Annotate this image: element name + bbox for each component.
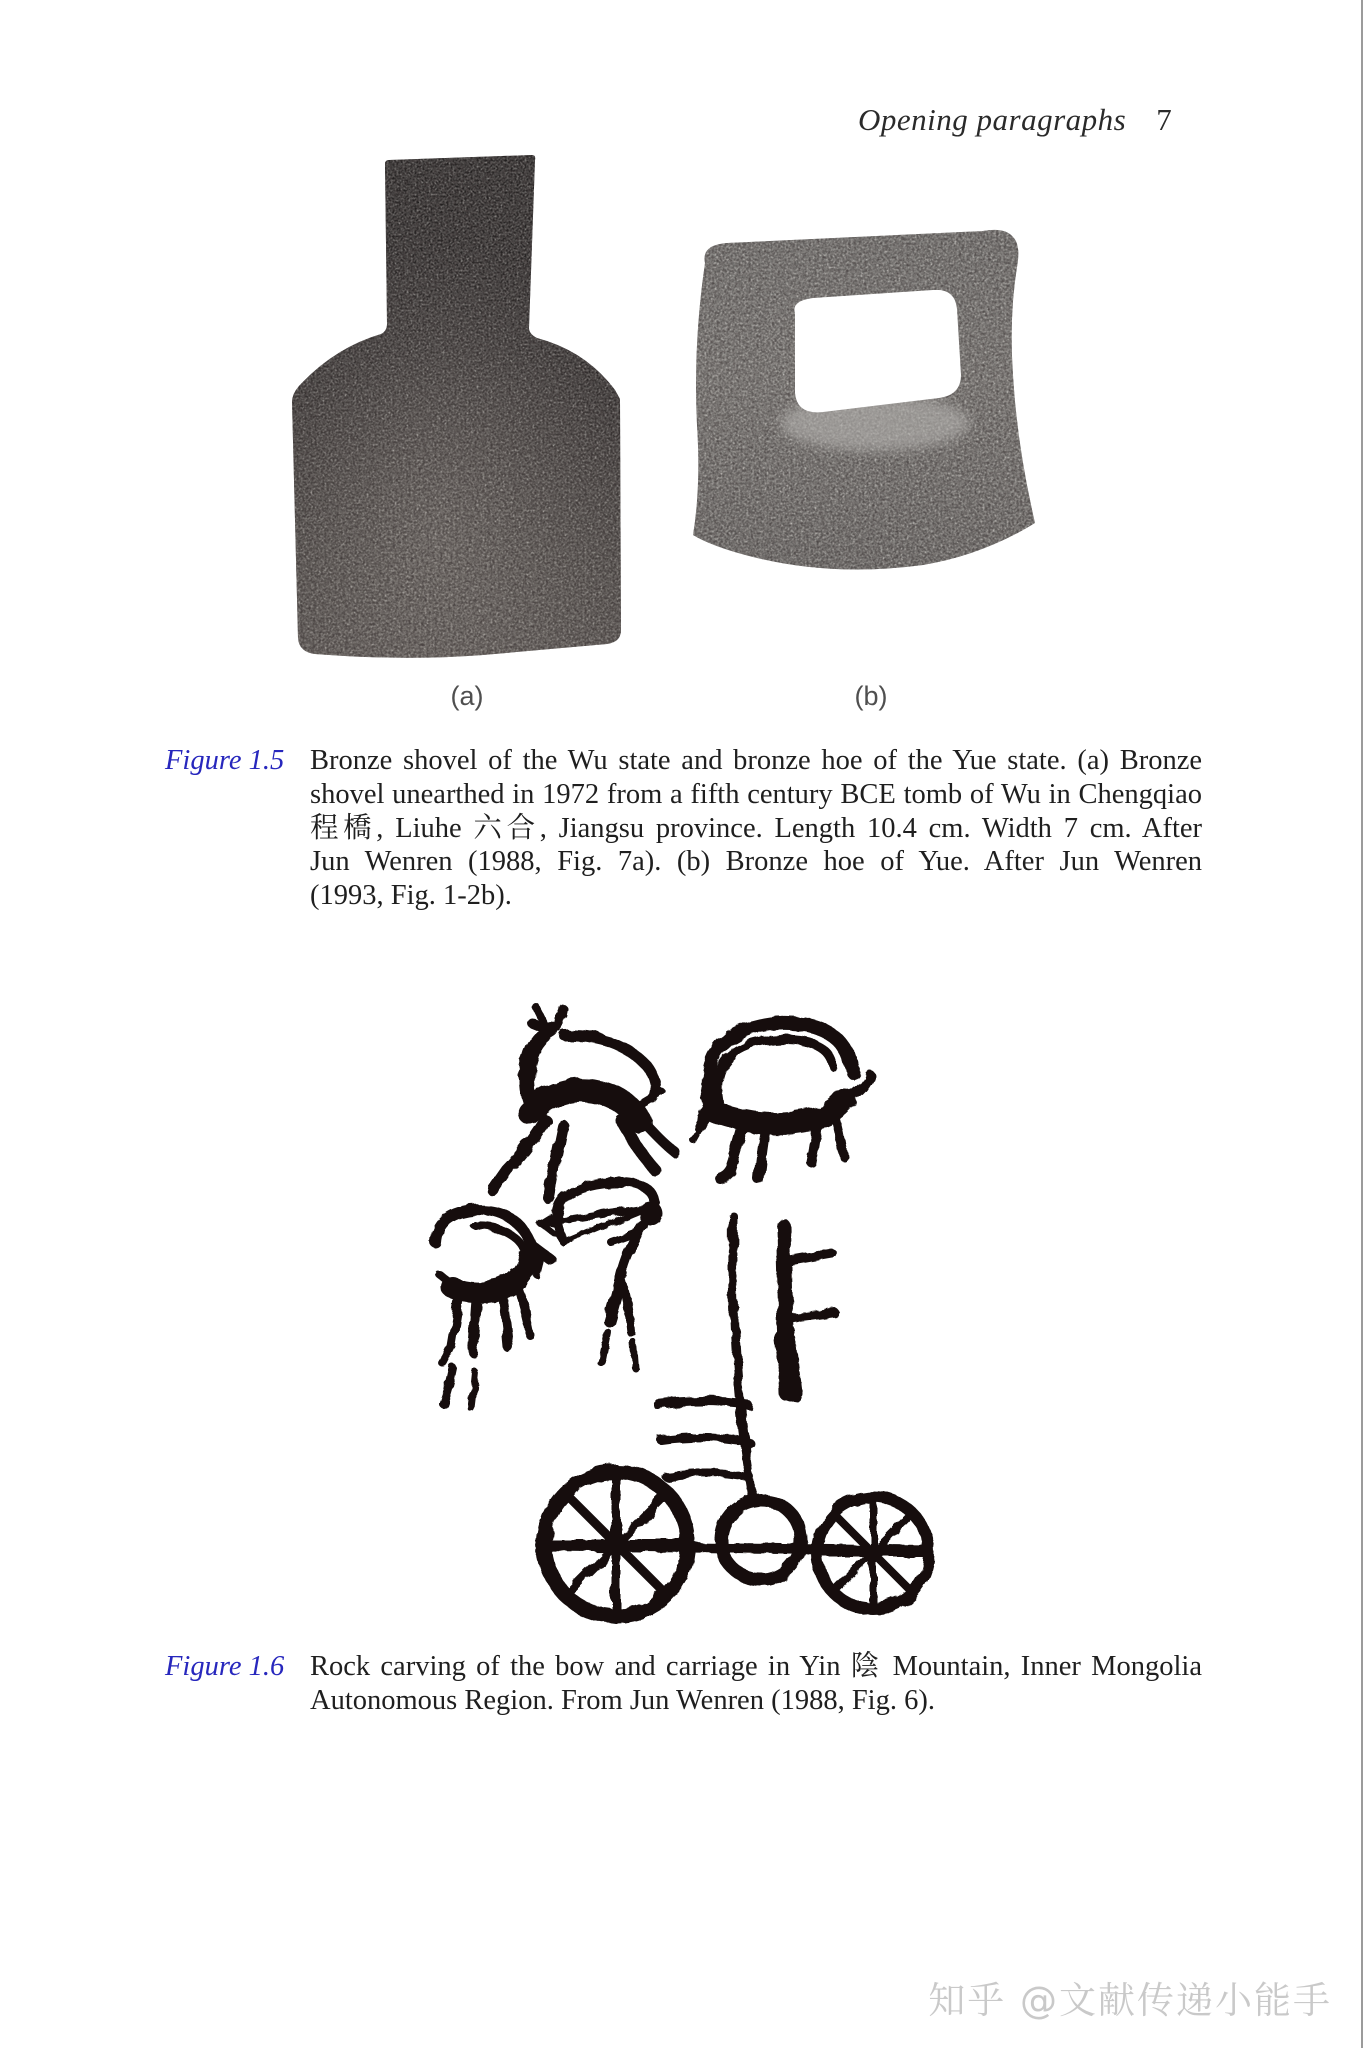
figure-1-5-panel-a-label: (a): [450, 681, 484, 711]
ibex-left-figure: [435, 1210, 551, 1408]
caption-line: shovel unearthed in 1972 from a fifth century BCE tomb of Wu in Chengqiao: [310, 778, 1202, 810]
caption-line: Bronze shovel of the Wu state and bronze hoe of the Yue state. (a) Bronze: [310, 745, 1202, 776]
caption-line: 程橋, Liuhe 六合, Jiangsu province. Length 10.4 cm. Width 7 cm. After: [310, 812, 1202, 844]
archer-bow-figure: [541, 1182, 663, 1368]
rock-carving-image: [413, 1000, 958, 1630]
shovel-texture: [285, 152, 627, 672]
figure-1-5-panel-b-label: (b): [854, 681, 888, 711]
bronze-hoe-image: [683, 225, 1045, 575]
hoe-texture: [683, 225, 1045, 575]
running-title: Opening paragraphs: [858, 102, 1127, 137]
deer-figure: [493, 1006, 675, 1198]
zhihu-watermark: 知乎 @文献传递小能手: [928, 1979, 1332, 2022]
hoe-socket-hole: [794, 290, 961, 413]
bronze-shovel-image: [285, 152, 627, 672]
ibex-top-figure: [693, 1023, 869, 1180]
caption-line: Autonomous Region. From Jun Wenren (1988, Fig. 6).: [310, 1684, 935, 1716]
page-edge-line: [1361, 0, 1363, 2048]
figure-1-5-label: Figure 1.5: [165, 745, 285, 776]
figure-1-6-caption: [310, 1650, 1202, 1718]
caption-line: Jun Wenren (1988, Fig. 7a). (b) Bronze hoe of Yue. After Jun Wenren: [310, 846, 1202, 878]
figure-1-5-caption: [310, 744, 1202, 913]
figure-1-6-label: Figure 1.6: [165, 1651, 285, 1682]
page-header: [858, 102, 1172, 138]
page-number: 7: [1156, 102, 1172, 137]
carriage-standard: [657, 1216, 835, 1498]
caption-line: Rock carving of the bow and carriage in Yin 陰 Mountain, Inner Mongolia: [310, 1651, 1202, 1682]
carriage-figure: [543, 1472, 929, 1616]
caption-line: (1993, Fig. 1-2b).: [310, 880, 512, 912]
